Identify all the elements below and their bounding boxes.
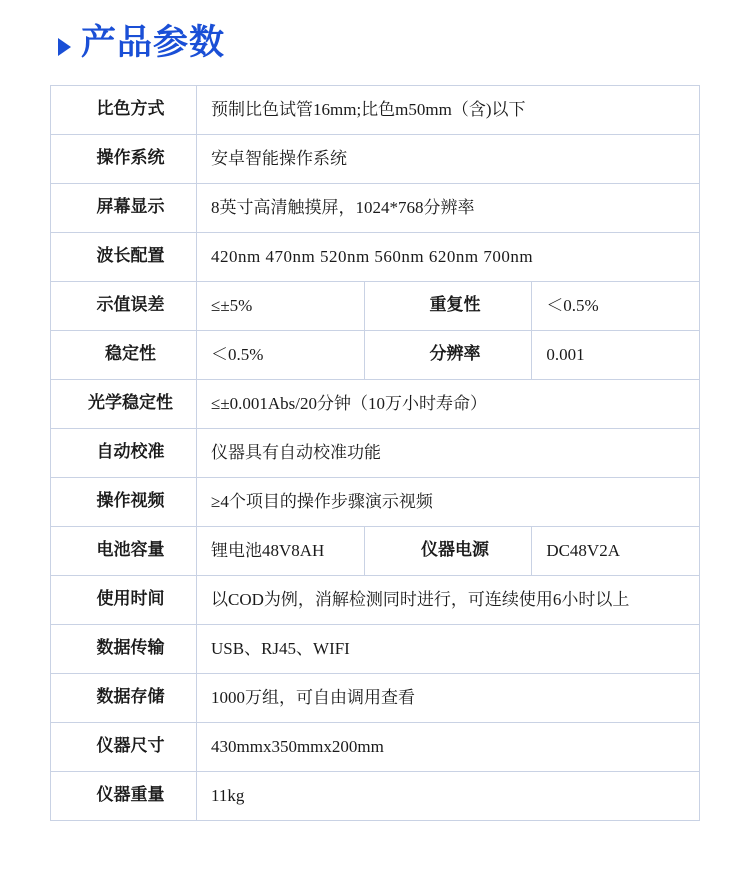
spec-label: 屏幕显示 <box>51 184 197 233</box>
spec-value: 安卓智能操作系统 <box>197 135 700 184</box>
spec-label: 仪器重量 <box>51 772 197 821</box>
spec-label: 操作系统 <box>51 135 197 184</box>
table-row <box>51 527 700 576</box>
spec-label: 数据存储 <box>51 674 197 723</box>
spec-value: 以COD为例，消解检测同时进行，可连续使用6小时以上 <box>197 576 700 625</box>
table-row <box>51 429 700 478</box>
table-row <box>51 772 700 821</box>
table-row <box>51 723 700 772</box>
table-row <box>51 625 700 674</box>
spec-value: USB、RJ45、WIFI <box>197 625 700 674</box>
spec-value: 预制比色试管16mm;比色m50mm（含)以下 <box>197 86 700 135</box>
spec-label: 使用时间 <box>51 576 197 625</box>
table-row <box>51 576 700 625</box>
table-row <box>51 233 700 282</box>
spec-value: 430mmx350mmx200mm <box>197 723 700 772</box>
spec-label-secondary: 重复性 <box>364 282 532 331</box>
spec-value: 仪器具有自动校准功能 <box>197 429 700 478</box>
spec-value: ≥4个项目的操作步骤演示视频 <box>197 478 700 527</box>
spec-value: 420nm 470nm 520nm 560nm 620nm 700nm <box>197 233 700 282</box>
spec-label: 光学稳定性 <box>51 380 197 429</box>
spec-label: 操作视频 <box>51 478 197 527</box>
spec-label: 稳定性 <box>51 331 197 380</box>
table-row <box>51 478 700 527</box>
page-title: 产品参数 <box>81 23 226 63</box>
spec-value-secondary: DC48V2A <box>532 527 700 576</box>
table-row <box>51 184 700 233</box>
product-spec-table <box>50 85 700 821</box>
spec-label: 示值误差 <box>51 282 197 331</box>
spec-value: 11kg <box>197 772 700 821</box>
page-title-row <box>0 0 750 61</box>
table-row <box>51 282 700 331</box>
spec-label: 电池容量 <box>51 527 197 576</box>
table-row <box>51 674 700 723</box>
spec-value: 锂电池48V8AH <box>197 527 365 576</box>
spec-label: 自动校准 <box>51 429 197 478</box>
spec-value: ≤±0.001Abs/20分钟（10万小时寿命） <box>197 380 700 429</box>
spec-label: 仪器尺寸 <box>51 723 197 772</box>
spec-label: 波长配置 <box>51 233 197 282</box>
spec-value: 8英寸高清触摸屏，1024*768分辨率 <box>197 184 700 233</box>
spec-value: ＜0.5% <box>197 331 365 380</box>
triangle-right-icon <box>58 38 71 56</box>
spec-label: 比色方式 <box>51 86 197 135</box>
spec-label: 数据传输 <box>51 625 197 674</box>
table-row <box>51 331 700 380</box>
table-row <box>51 86 700 135</box>
spec-value-secondary: 0.001 <box>532 331 700 380</box>
spec-label-secondary: 分辨率 <box>364 331 532 380</box>
spec-table-container <box>0 61 750 821</box>
spec-value: 1000万组，可自由调用查看 <box>197 674 700 723</box>
spec-value: ≤±5% <box>197 282 365 331</box>
table-row <box>51 135 700 184</box>
spec-label-secondary: 仪器电源 <box>364 527 532 576</box>
table-row <box>51 380 700 429</box>
spec-value-secondary: ＜0.5% <box>532 282 700 331</box>
